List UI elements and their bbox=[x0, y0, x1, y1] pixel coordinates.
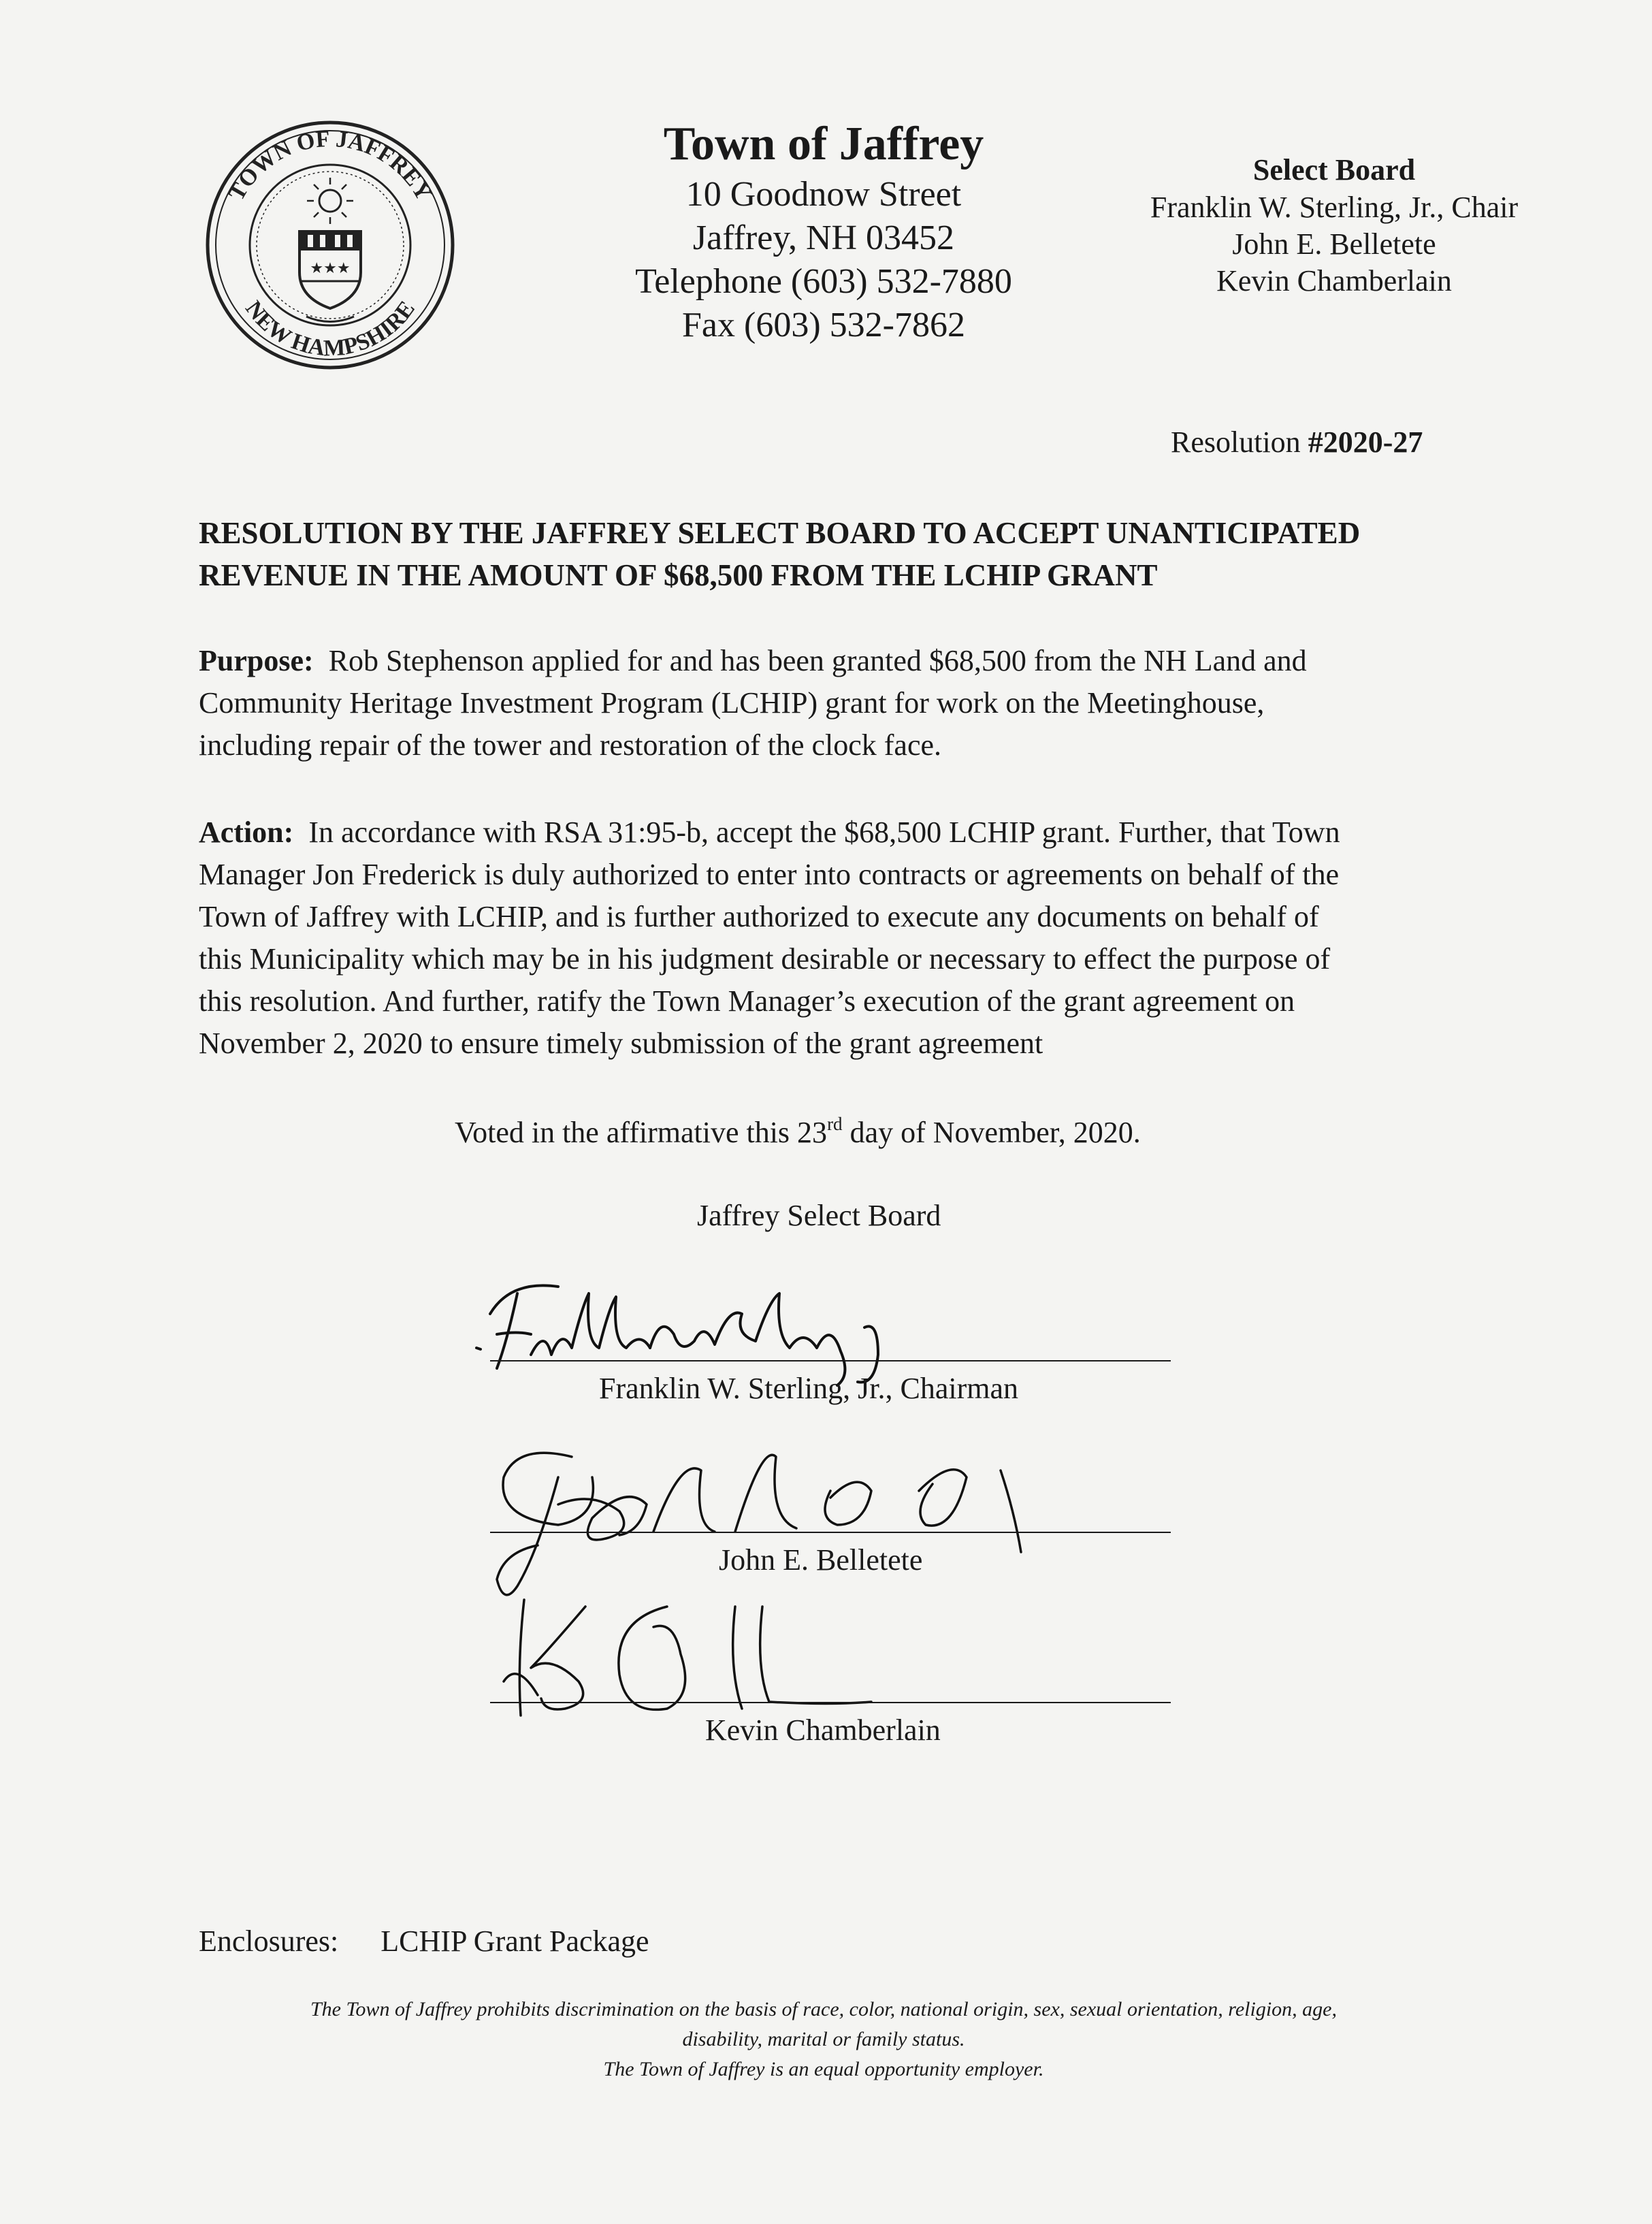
town-title: Town of Jaffrey bbox=[663, 118, 984, 170]
signer-name: Kevin Chamberlain bbox=[705, 1713, 941, 1747]
paragraph-line: this resolution. And further, ratify the Town Manager’s execution of the grant agreement on bbox=[199, 984, 1295, 1018]
select-board-member: John E. Belletete bbox=[1232, 227, 1436, 261]
signer-name: John E. Belletete bbox=[719, 1543, 923, 1577]
enclosures-label: Enclosures: bbox=[199, 1924, 339, 1958]
select-board-member: Kevin Chamberlain bbox=[1216, 264, 1452, 297]
footer-line: The Town of Jaffrey prohibits discrimination on the basis of race, color, national origin, sex, sexual orientation, religion, age, bbox=[310, 1998, 1337, 2020]
footer-notice bbox=[177, 1995, 1470, 2084]
action-text: In accordance with RSA 31:95-b, accept the $68,500 LCHIP grant. Further, that Town bbox=[308, 816, 1340, 849]
resolution-prefix: Resolution bbox=[1171, 425, 1308, 459]
paragraph-line bbox=[199, 811, 1465, 854]
purpose-paragraph bbox=[199, 640, 1465, 767]
heading-line: REVENUE IN THE AMOUNT OF $68,500 FROM THE LCHIP GRANT bbox=[199, 558, 1158, 592]
svg-text:NEW HAMPSHIRE: NEW HAMPSHIRE bbox=[240, 296, 420, 361]
select-board-title: Select Board bbox=[1252, 153, 1416, 187]
signature-board-name: Jaffrey Select Board bbox=[697, 1199, 941, 1232]
select-board-header bbox=[1103, 151, 1566, 300]
paragraph-line bbox=[199, 640, 1465, 682]
footer-line: The Town of Jaffrey is an equal opportunity employer. bbox=[603, 2058, 1044, 2080]
signer-name: Franklin W. Sterling, Jr., Chairman bbox=[599, 1372, 1018, 1405]
signature-line bbox=[490, 1360, 1171, 1361]
town-address-city: Jaffrey, NH 03452 bbox=[692, 219, 955, 257]
vote-superscript: rd bbox=[827, 1114, 843, 1134]
purpose-label: Purpose: bbox=[199, 644, 314, 677]
town-fax: Fax (603) 532-7862 bbox=[682, 306, 965, 344]
town-address-street: 10 Goodnow Street bbox=[685, 175, 962, 214]
paragraph-line: November 2, 2020 to ensure timely submission of the grant agreement bbox=[199, 1027, 1043, 1060]
town-seal-logo bbox=[204, 119, 456, 371]
town-header bbox=[585, 116, 1062, 347]
svg-text:TOWN OF JAFFREY: TOWN OF JAFFREY bbox=[223, 126, 437, 205]
select-board-member: Franklin W. Sterling, Jr., Chair bbox=[1150, 191, 1519, 224]
resolution-number bbox=[1171, 425, 1423, 460]
paragraph-line: this Municipality which may be in his judgment desirable or necessary to effect the purpose of bbox=[199, 942, 1331, 976]
signature-chamberlain bbox=[490, 1579, 980, 1729]
paragraph-line: Community Heritage Investment Program (LCHIP) grant for work on the Meetinghouse, bbox=[199, 686, 1265, 720]
vote-text: Voted in the affirmative this 23 bbox=[455, 1116, 828, 1149]
footer-line: disability, marital or family status. bbox=[682, 2028, 965, 2050]
action-label: Action: bbox=[199, 816, 294, 849]
paragraph-line: including repair of the tower and restoration of the clock face. bbox=[199, 728, 941, 762]
paragraph-line: Manager Jon Frederick is duly authorized to enter into contracts or agreements on behalf of the bbox=[199, 858, 1340, 891]
resolution-heading bbox=[199, 512, 1478, 596]
vote-statement bbox=[455, 1114, 1141, 1150]
heading-line: RESOLUTION BY THE JAFFREY SELECT BOARD TO ACCEPT UNANTICIPATED bbox=[199, 516, 1361, 550]
resolution-number-value: #2020-27 bbox=[1308, 425, 1423, 459]
paragraph-line: Town of Jaffrey with LCHIP, and is further authorized to execute any documents on behalf of bbox=[199, 900, 1319, 933]
svg-text:★★★: ★★★ bbox=[310, 260, 351, 277]
signature-line bbox=[490, 1702, 1171, 1703]
action-paragraph bbox=[199, 811, 1465, 1065]
purpose-text: Rob Stephenson applied for and has been granted $68,500 from the NH Land and bbox=[328, 644, 1307, 677]
enclosures bbox=[199, 1924, 649, 1959]
signature-line bbox=[490, 1532, 1171, 1533]
enclosures-value: LCHIP Grant Package bbox=[380, 1924, 649, 1958]
vote-text: day of November, 2020. bbox=[842, 1116, 1141, 1149]
town-telephone: Telephone (603) 532-7880 bbox=[635, 262, 1012, 301]
